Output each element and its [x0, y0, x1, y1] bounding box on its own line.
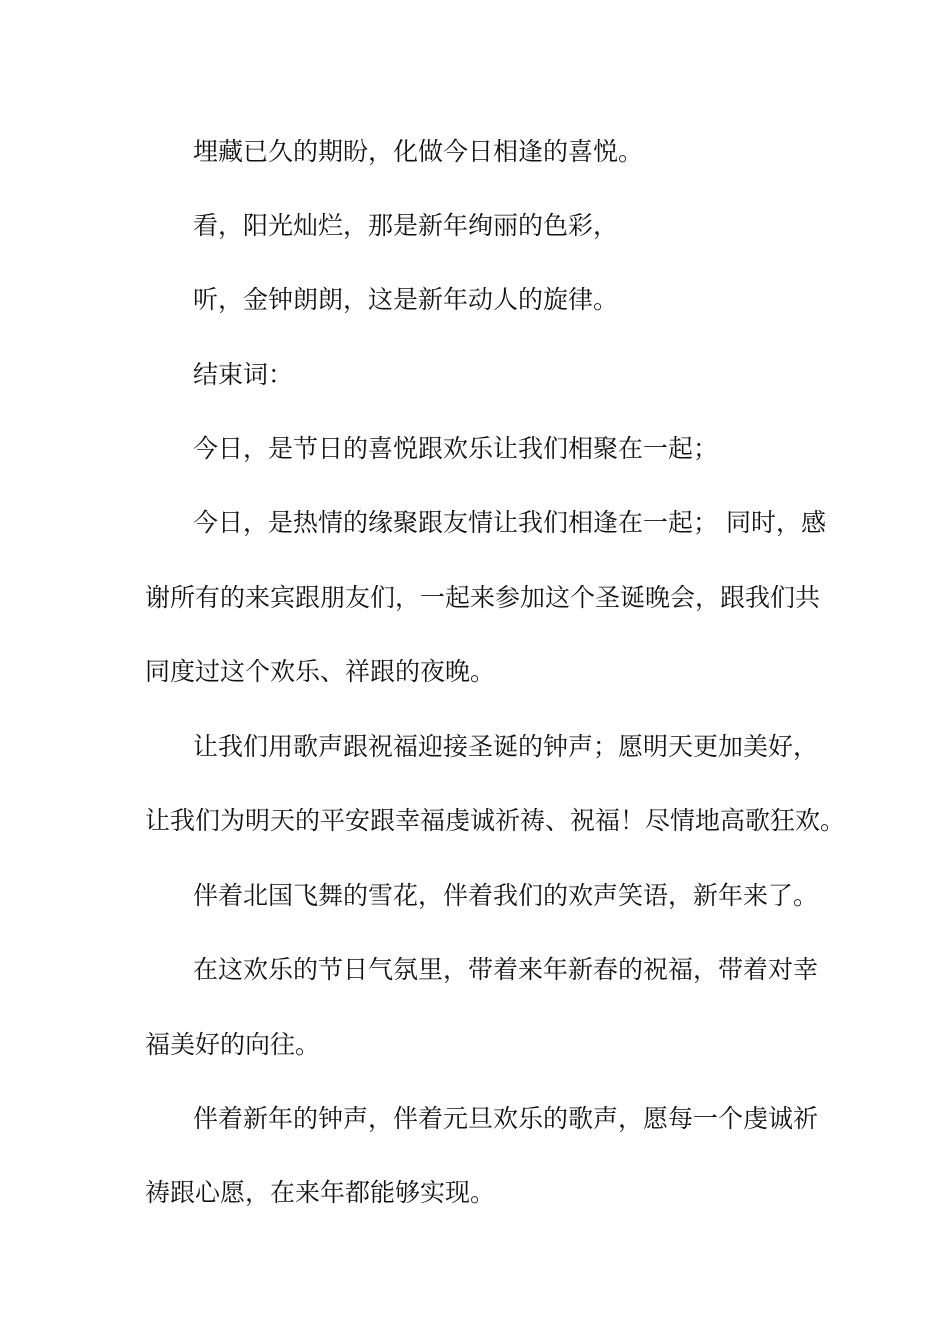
text-line: 埋藏已久的期盼，化做今日相逢的喜悦。	[193, 137, 644, 166]
text-line: 同度过这个欢乐、祥跟的夜晚。	[145, 657, 496, 686]
text-line: 让我们用歌声跟祝福迎接圣诞的钟声；愿明天更加美好，	[193, 732, 819, 761]
section-heading: 结束词：	[193, 360, 294, 389]
text-line: 今日，是节日的喜悦跟欢乐让我们相聚在一起；	[193, 434, 719, 463]
text-line: 让我们为明天的平安跟幸福虔诚祈祷、祝福！尽情地高歌狂欢。	[145, 806, 846, 835]
text-line: 祷跟心愿，在来年都能够实现。	[145, 1178, 496, 1207]
text-line: 看，阳光灿烂，那是新年绚丽的色彩，	[193, 211, 619, 240]
text-line: 听，金钟朗朗，这是新年动人的旋律。	[193, 285, 619, 314]
text-line: 今日，是热情的缘聚跟友情让我们相逢在一起； 同时，感	[193, 508, 826, 537]
text-line: 伴着北国飞舞的雪花，伴着我们的欢声笑语，新年来了。	[193, 881, 819, 910]
text-line: 谢所有的来宾跟朋友们，一起来参加这个圣诞晚会，跟我们共	[145, 583, 821, 612]
text-line: 伴着新年的钟声，伴着元旦欢乐的歌声，愿每一个虔诚祈	[193, 1104, 819, 1133]
text-line: 在这欢乐的节日气氛里，带着来年新春的祝福，带着对幸	[193, 955, 819, 984]
text-line: 福美好的向往。	[145, 1030, 321, 1059]
